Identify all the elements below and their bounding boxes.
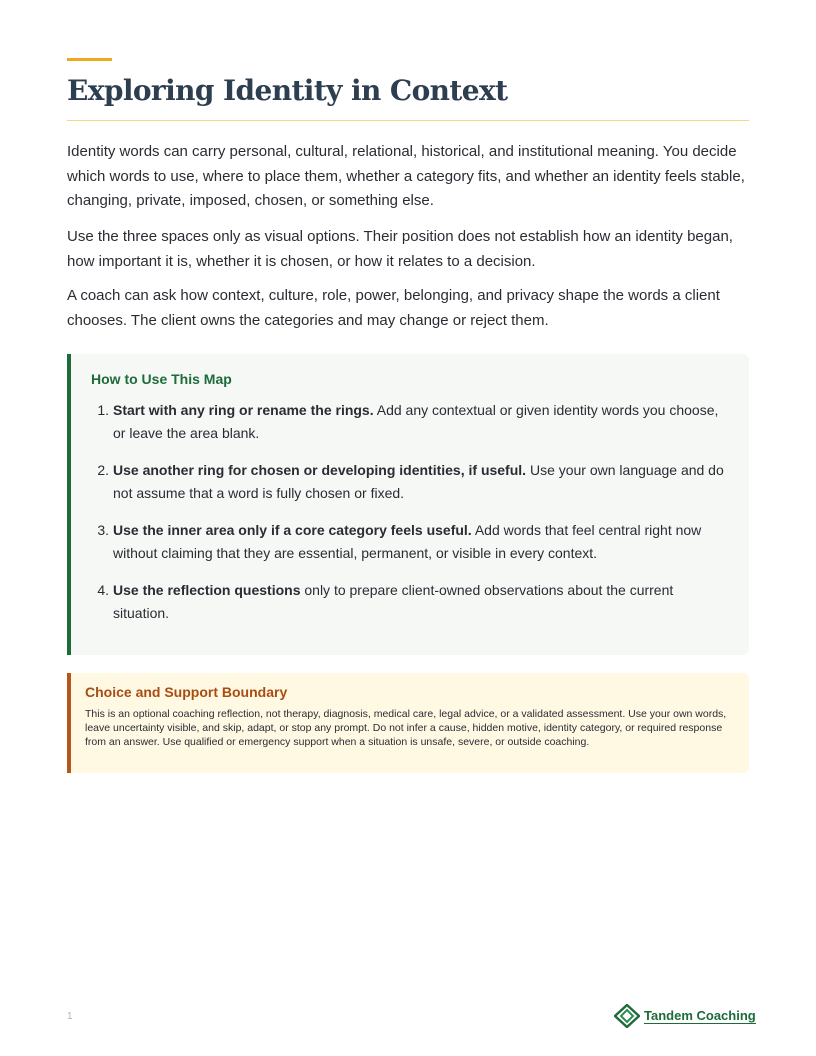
brand-logo [614, 1004, 756, 1028]
support-boundary-callout [67, 673, 749, 773]
intro-paragraph-2: Use the three spaces only as visual options. Their position does not establish how an identity began, how important it is, whether it is chosen, or how it relates to a decision. [67, 228, 733, 270]
step-3 [91, 519, 731, 565]
how-to-heading: How to Use This Map [91, 371, 232, 387]
step-bold: Use the reflection questions [113, 582, 301, 598]
step-2 [91, 459, 731, 505]
page-title: Exploring Identity in Context [67, 74, 508, 107]
page-number: 1 [67, 1011, 73, 1022]
boundary-heading: Choice and Support Boundary [85, 684, 288, 700]
how-to-steps [91, 399, 731, 639]
intro-paragraph-3: A coach can ask how context, culture, role, power, belonging, and privacy shape the words a client chooses. The client owns the categories and may change or reject them. [67, 287, 720, 329]
step-text: Use your own language and do not assume that a word is fully chosen or fixed. [113, 462, 724, 501]
step-number: 2. [97, 462, 109, 478]
step-text: Add any contextual or given identity words you choose, or leave the area blank. [113, 402, 719, 441]
title-divider [67, 120, 749, 121]
step-bold: Start with any ring or rename the rings. [113, 402, 374, 418]
title-accent-bar [67, 58, 112, 61]
step-number: 3. [97, 522, 109, 538]
intro-paragraph-1: Identity words can carry personal, cultural, relational, historical, and institutional meaning. You decide which words to use, where to place them, whether a category fits, and whether an identity feels stable, changing, private, imposed, chosen, or something else. [67, 143, 745, 209]
boundary-text: This is an optional coaching reflection, not therapy, diagnosis, medical care, legal advice, or a validated assessment. Use your own words, leave uncertainty visible, and skip, adapt, or stop any prompt. Do not infer a cause, hidden motive, identity category, or required response from an answer. Use qualified or emergency support when a situation is unsafe, severe, or outside coaching. [85, 708, 727, 748]
how-to-panel [67, 354, 749, 655]
step-text: only to prepare client-owned observations about the current situation. [113, 582, 674, 621]
step-number: 1. [97, 402, 109, 418]
step-4 [91, 579, 731, 625]
step-bold: Use the inner area only if a core category feels useful. [113, 522, 472, 538]
step-1 [91, 399, 731, 445]
step-bold: Use another ring for chosen or developing identities, if useful. [113, 462, 527, 478]
step-text: Add words that feel central right now without claiming that they are essential, permanent, or visible in every context. [113, 522, 702, 561]
step-number: 4. [97, 582, 109, 598]
diamond-logo-icon [614, 1004, 640, 1028]
brand-name: Tandem Coaching [644, 1007, 756, 1023]
